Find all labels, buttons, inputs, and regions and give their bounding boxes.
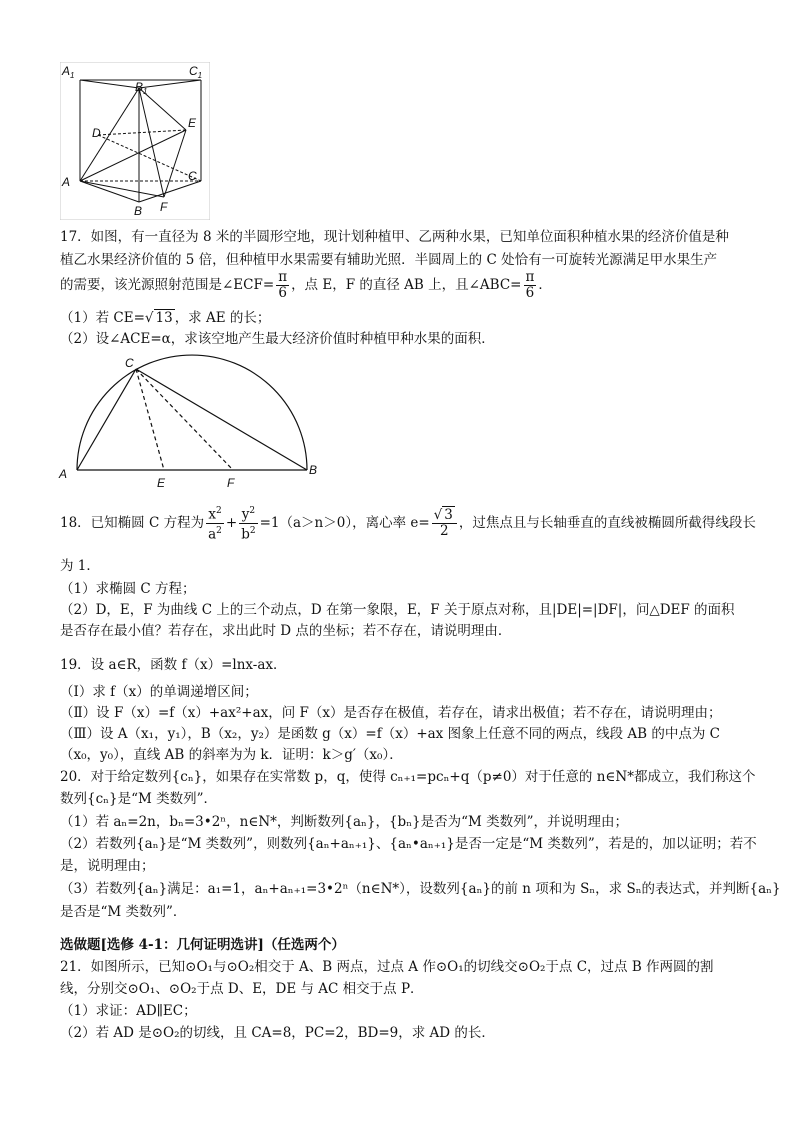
q20-line2: 数列{cₙ}是“M 类数列”．	[60, 791, 217, 807]
label-f: F	[160, 200, 168, 214]
fraction-x2-over-a2: $\frac{x^2}{a^2}$	[208, 506, 222, 542]
label-c: C	[125, 356, 134, 370]
sqrt-13: 13	[155, 310, 173, 326]
q20-part2-line1: （2）若数列{aₙ}是“M 类数列”，则数列{aₙ+aₙ₊₁}、{aₙ•aₙ₊₁}是否一定是“M 类数列”，若是的，加以证明；若不	[60, 836, 757, 852]
q20-part2-line2: 是，说明理由；	[60, 858, 155, 874]
q18-part2-line2: 是否存在最小值？若存在，求出此时 D 点的坐标；若不存在，请说明理由．	[60, 623, 512, 639]
q20-part3-line2: 是否是“M 类数列”．	[60, 904, 187, 920]
fraction-sqrt3-over-2: $\frac{√ 3}{2}$	[432, 508, 457, 539]
q17-part2: （2）设∠ACE=α，求该空地产生最大经济价值时种植甲种水果的面积．	[60, 331, 495, 347]
label-a1: $A_1$	[62, 64, 75, 80]
q18-line2: 为 1．	[60, 558, 100, 574]
label-e: E	[157, 476, 166, 490]
label-a: A	[59, 467, 68, 481]
fraction-pi-over-6: $\frac{\pi}{6}$	[278, 268, 288, 301]
q17-part1: （1）若 CE=√ 13 ，求 AE 的长；	[60, 310, 271, 326]
prism-figure	[60, 62, 210, 220]
q20-part3-line1: （3）若数列{aₙ}满足：a₁=1，aₙ+aₙ₊₁=3•2ⁿ（n∈N*），设数列{aₙ}的前 n 项和为 Sₙ，求 Sₙ的表达式，并判断{aₙ}	[60, 881, 781, 897]
q21-part1: （1）求证：AD∥EC；	[60, 1003, 197, 1019]
q17-line2: 植乙水果经济价值的 5 倍，但种植甲水果需要有辅助光照．半圆周上的 C 处恰有一可旋转光源满足甲水果生产	[60, 252, 718, 268]
q19-part1: （Ⅰ）求 f（x）的单调递增区间；	[60, 684, 258, 700]
q18-part2-line1: （2）D，E，F 为曲线 C 上的三个动点，D 在第一象限，E，F 关于原点对称，且|DE|=|DF|，问△DEF 的面积	[60, 602, 735, 618]
q18-line1: 18．已知椭圆 C 方程为 $\frac{x^2}{a^2}$ + $\frac{y^2}{b^2}$ =1（a＞n＞0），离心率 e= $\frac{√ 3}{2}$ ，过焦点且与长轴垂直的直线被椭圆所截得线段长	[60, 506, 756, 542]
label-a: A	[62, 175, 71, 189]
label-c1: $C_1$	[189, 64, 203, 80]
label-b: B	[309, 463, 318, 477]
q17-line3	[60, 268, 552, 302]
q19-part2: （Ⅱ）设 F（x）=f（x）+ax²+ax，问 F（x）是否存在极值，若存在，请求出极值；若不存在，请说明理由；	[60, 705, 722, 721]
fraction-pi-over-6-b: $\frac{\pi}{6}$	[525, 268, 535, 301]
q20-line1: 20．对于给定数列{cₙ}，如果存在实常数 p，q，使得 cₙ₊₁=pcₙ+q（p≠0）对于任意的 n∈N*都成立，我们称这个	[60, 769, 756, 785]
q19-part3-line1: （Ⅲ）设 A（x₁，y₁），B（x₂，y₂）是函数 g（x）=f（x）+ax 图象上任意不同的两点，线段 AB 的中点为 C	[60, 726, 720, 742]
q19-part3-line2: （x₀，y₀），直线 AB 的斜率为为 k．证明：k＞g′（x₀）．	[60, 747, 403, 763]
label-d: D	[92, 126, 101, 140]
q20-part1: （1）若 aₙ=2n，bₙ=3•2ⁿ，n∈N*，判断数列{aₙ}，{bₙ}是否为“M 类数列”，并说明理由；	[60, 814, 629, 830]
section-title: 选做题[选修 4-1：几何证明选讲]（任选两个）	[60, 937, 345, 953]
label-b: B	[134, 204, 143, 218]
label-e: E	[188, 116, 197, 130]
q17-line1: 17．如图，有一直径为 8 米的半圆形空地，现计划种植甲、乙两种水果，已知单位面积种植水果的经济价值是种	[60, 229, 729, 245]
label-f: F	[227, 476, 235, 490]
q21-line2: 线，分别交⊙O₁、⊙O₂于点 D、E，DE 与 AC 相交于点 P．	[60, 981, 424, 997]
q19-line1: 19．设 a∈R，函数 f（x）=lnx-ax．	[60, 657, 287, 673]
label-b1: $B_1$	[135, 80, 148, 96]
q17-line3-text-c: ．	[538, 277, 552, 293]
q18-part1: （1）求椭圆 C 方程；	[60, 581, 196, 597]
q17-line3-text-a: 的需要，该光源照射范围是∠ECF=	[60, 277, 275, 293]
q17-line3-text-b: ，点 E，F 的直径 AB 上，且∠ABC=	[291, 277, 522, 293]
semicircle-figure	[55, 352, 330, 490]
q21-part2: （2）若 AD 是⊙O₂的切线，且 CA=8，PC=2，BD=9，求 AD 的长．	[60, 1025, 495, 1041]
q21-line1: 21．如图所示，已知⊙O₁与⊙O₂相交于 A、B 两点，过点 A 作⊙O₁的切线交⊙O₂于点 C，过点 B 作两圆的割	[60, 959, 714, 975]
fraction-y2-over-b2: $\frac{y^2}{b^2}$	[241, 506, 256, 542]
label-c: C	[188, 169, 197, 183]
